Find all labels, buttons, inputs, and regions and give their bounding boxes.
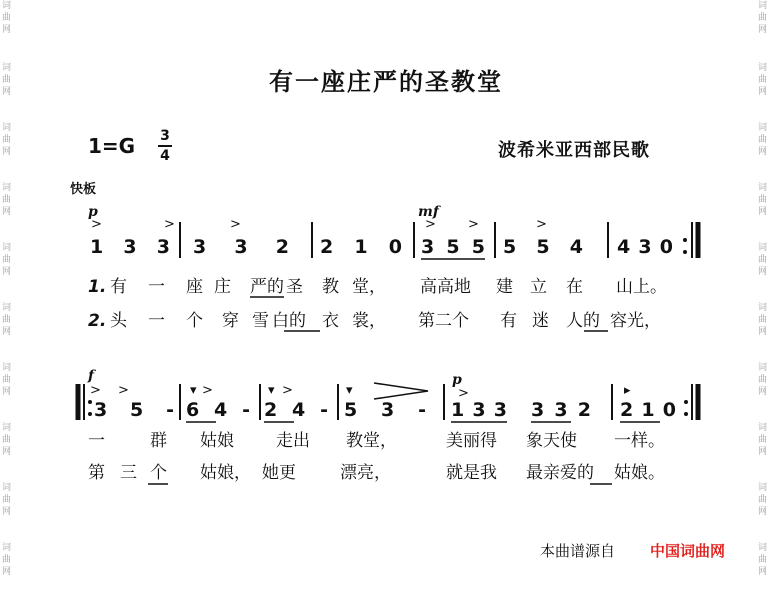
watermark-char: 网 (2, 387, 12, 397)
watermark-char: 网 (758, 327, 768, 337)
watermark-char: 词 (758, 543, 768, 553)
measure: 3 3 2 (193, 236, 289, 258)
accent-mark: > (118, 383, 129, 398)
measure: 1 3 3 (451, 399, 507, 421)
watermark-char: 词 (2, 423, 12, 433)
watermark-char: 网 (758, 87, 768, 97)
watermark-char: 曲 (2, 375, 12, 385)
lyric: 个 (186, 311, 203, 331)
watermark-char: 曲 (2, 435, 12, 445)
accent-mark: > (164, 217, 175, 232)
watermark-char: 网 (758, 387, 768, 397)
accent-mark: > (230, 217, 241, 232)
watermark-char: 词 (758, 423, 768, 433)
lyric: 走出 (276, 431, 310, 451)
watermark-char: 网 (758, 507, 768, 517)
watermark-char: 曲 (2, 315, 12, 325)
watermark-char: 词 (2, 363, 12, 373)
watermark-char: 曲 (758, 495, 768, 505)
lyric: 严的 (250, 277, 284, 297)
watermark-char: 词 (758, 123, 768, 133)
watermark-char: 曲 (2, 13, 12, 23)
accent-marks (91, 217, 547, 232)
lyric: 山上。 (616, 277, 667, 297)
watermark-char: 词 (758, 363, 768, 373)
lyric: 就是我 (446, 463, 497, 483)
watermark-char: 曲 (2, 75, 12, 85)
accent-mark: ▾ (268, 383, 275, 398)
watermark-char: 曲 (2, 135, 12, 145)
measure: 6 4 - (186, 399, 250, 421)
lyrics-verse-1 (88, 277, 667, 297)
lyric: 一 (88, 431, 105, 451)
source-label: 本曲谱源自 (540, 542, 616, 560)
watermark-char: 词 (2, 183, 12, 193)
lyric: 教 (322, 277, 339, 297)
repeat-end-barline (684, 384, 698, 420)
measure: 2 1 0 (320, 236, 402, 258)
watermark-char: 网 (2, 327, 12, 337)
repeat-dot (683, 250, 687, 254)
measure: 2 1 0 (620, 399, 676, 421)
lyric: 第 (88, 463, 105, 483)
lyric: 有 (110, 277, 127, 297)
decrescendo-hairpin (374, 383, 428, 399)
watermark-char: 词 (2, 483, 12, 493)
watermark-char: 曲 (758, 195, 768, 205)
measure: 2 4 - (264, 399, 328, 421)
lyric: 最亲爱的 (526, 463, 594, 483)
accent-mark: > (468, 217, 479, 232)
lyric: 人的 (566, 311, 600, 331)
lyrics-verse-2 (88, 463, 665, 484)
lyric: 庄 (214, 277, 231, 297)
repeat-dot (88, 400, 92, 404)
lyric: 白的 (272, 311, 306, 331)
lyric: 漂亮， (340, 463, 391, 483)
watermark-char: 网 (2, 267, 12, 277)
accent-mark: > (91, 217, 102, 232)
lyric: 在 (566, 277, 583, 297)
repeat-end-barline (683, 222, 698, 258)
composer-credit: 波希米亚西部民歌 (498, 140, 650, 161)
watermark-char: 词 (2, 543, 12, 553)
watermark-char: 网 (2, 567, 12, 577)
measure: 3 5 5 (421, 236, 485, 258)
accent-mark: > (458, 386, 469, 401)
watermark-char: 网 (2, 507, 12, 517)
lyric: 姑娘 (200, 431, 234, 451)
watermark-char: 网 (2, 147, 12, 157)
lyric: 圣 (286, 277, 303, 297)
watermark-char: 词 (758, 63, 768, 73)
lyric: 迷 (532, 311, 549, 331)
lyric: 教堂， (346, 431, 397, 451)
site-name-link[interactable]: 中国词曲网 (650, 542, 726, 560)
dynamic-mark: f (88, 368, 95, 384)
lyric: 她更 (262, 463, 296, 483)
key-signature: 1=G (88, 134, 136, 158)
watermark-char: 词 (758, 303, 768, 313)
lyric: 立 (530, 277, 547, 297)
time-signature-bottom: 4 (160, 148, 170, 164)
lyric: 衣 (322, 311, 339, 331)
repeat-dot (88, 412, 92, 416)
watermark-char: 曲 (758, 13, 768, 23)
repeat-dot (684, 412, 688, 416)
measure: 5 5 4 (503, 236, 583, 258)
lyric: 姑娘。 (614, 463, 665, 483)
lyric: 姑娘， (200, 463, 251, 483)
dynamic-mark: p (88, 204, 98, 220)
lyric: 群 (150, 431, 167, 451)
verse-number: 1. (88, 277, 107, 297)
lyric: 有 (500, 311, 517, 331)
lyric: 堂， (352, 277, 386, 297)
time-signature-top: 3 (160, 128, 170, 144)
repeat-dot (683, 238, 687, 242)
measure: 5 3 - (344, 399, 426, 421)
lyric: 座 (186, 277, 203, 297)
lyric: 穿 (222, 311, 239, 331)
watermark-char: 网 (2, 25, 12, 35)
watermark-char: 网 (758, 207, 768, 217)
watermark-char: 曲 (758, 255, 768, 265)
lyric: 一样。 (614, 431, 665, 451)
watermark-char: 网 (2, 207, 12, 217)
watermark-char: 网 (758, 25, 768, 35)
lyrics-verse-2 (88, 311, 661, 331)
dynamic-mark: p (452, 372, 462, 388)
accent-mark: > (202, 383, 213, 398)
watermark-char: 词 (2, 1, 12, 11)
measure: 4 3 0 (617, 236, 673, 258)
lyric: 象天使 (526, 431, 577, 451)
measure: 3 3 2 (531, 399, 591, 421)
watermark-char: 词 (758, 243, 768, 253)
accent-mark: > (536, 217, 547, 232)
lyric: 个 (150, 463, 167, 483)
lyric: 头 (110, 311, 127, 331)
watermark-char: 词 (2, 123, 12, 133)
tempo-marking: 快板 (70, 182, 97, 197)
watermark-char: 词 (758, 1, 768, 11)
accent-mark: ▸ (624, 383, 631, 398)
watermark-char: 曲 (758, 435, 768, 445)
accent-mark: ▾ (190, 383, 197, 398)
accent-mark: > (90, 383, 101, 398)
lyric: 容光， (610, 311, 661, 331)
measure: 1 3 3 (90, 236, 170, 258)
watermark-char: 词 (758, 483, 768, 493)
lyric: 美丽得 (446, 431, 497, 451)
watermark-char: 曲 (2, 495, 12, 505)
lyric: 雪 (252, 311, 269, 331)
lyric: 一 (148, 311, 165, 331)
watermark-char: 网 (758, 147, 768, 157)
measure: 3 5 - (94, 399, 174, 421)
watermark-char: 曲 (758, 135, 768, 145)
repeat-dot (684, 400, 688, 404)
watermark-char: 曲 (758, 75, 768, 85)
watermark-char: 网 (2, 447, 12, 457)
watermark-char: 曲 (2, 195, 12, 205)
accent-mark: > (425, 217, 436, 232)
accent-mark: > (282, 383, 293, 398)
watermark-char: 曲 (2, 555, 12, 565)
dynamic-mark: mf (418, 204, 439, 220)
lyric: 裳， (352, 311, 386, 331)
lyric: 一 (148, 277, 165, 297)
lyric: 建 (496, 277, 513, 297)
watermark-char: 网 (758, 567, 768, 577)
lyric: 高高地 (420, 277, 471, 297)
watermark-char: 曲 (758, 555, 768, 565)
watermark-char: 词 (758, 183, 768, 193)
lyrics-verse-1 (88, 431, 665, 451)
watermark-char: 词 (2, 303, 12, 313)
watermark-char: 曲 (758, 315, 768, 325)
lyric: 第二个 (418, 311, 469, 331)
accent-mark: ▾ (346, 383, 353, 398)
watermark-char: 网 (758, 447, 768, 457)
watermark-char: 曲 (2, 255, 12, 265)
watermark-char: 网 (2, 87, 12, 97)
lyric: 三 (120, 463, 137, 483)
verse-number: 2. (88, 311, 107, 331)
watermark-char: 曲 (758, 375, 768, 385)
song-title: 有一座庄严的圣教堂 (269, 68, 503, 96)
watermark-char: 网 (758, 267, 768, 277)
watermark-char: 词 (2, 63, 12, 73)
watermark-char: 词 (2, 243, 12, 253)
